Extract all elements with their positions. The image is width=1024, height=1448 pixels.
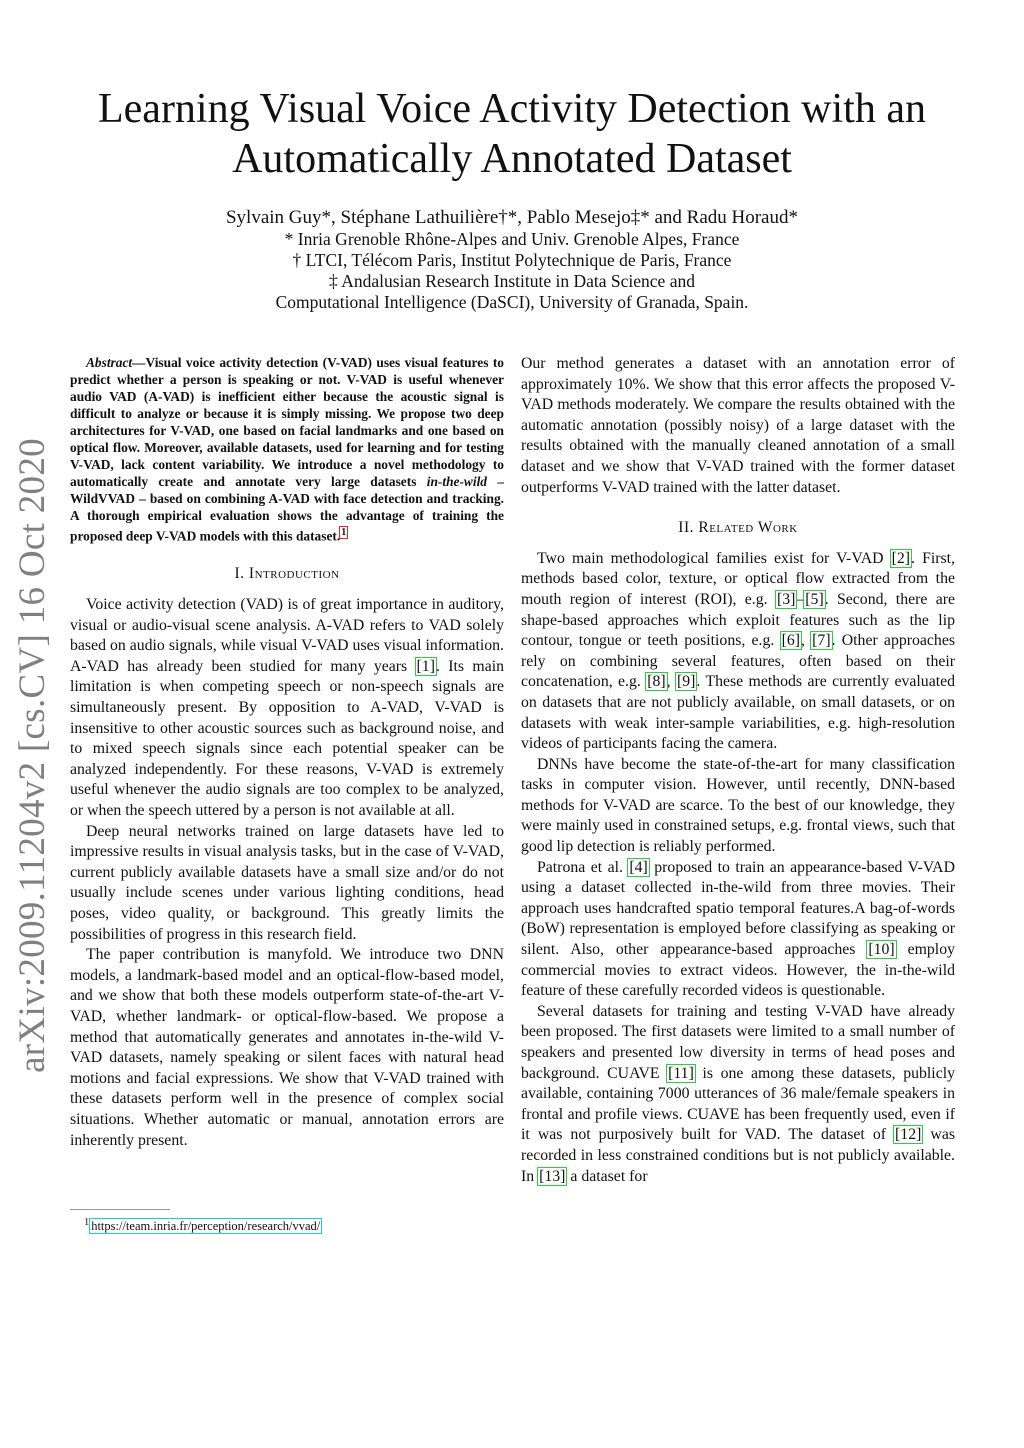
abstract-emph: in-the-wild — [426, 474, 487, 489]
footnote-number: 1 — [84, 1217, 90, 1228]
text-run: is one among these datasets, publicly available, containing 7000 utterances of 36 male/female speakers in frontal and profile views. CUAVE has been frequently used, even if it was not purposively built for VAD. The dataset of — [521, 1064, 955, 1144]
text-run: . Second, there are shape-based approaches which exploit features such as the lip contour, tongue or teeth positions, e.g. — [521, 590, 955, 650]
text-run: . Other approaches rely on combining several features, often based on their concatenation, e.g. — [521, 632, 955, 691]
text-run: Several datasets for training and testing V-VAD have already been proposed. The first datasets were limited to a small number of speakers and presented low diversity in terms of head poses and background. CUAVE — [521, 1002, 955, 1082]
citation-link[interactable]: [5] — [805, 590, 824, 608]
right-column — [521, 354, 955, 1187]
related-paragraph-1 — [521, 549, 955, 755]
citation-link[interactable]: [9] — [676, 673, 696, 691]
affiliation-2: † LTCI, Télécom Paris, Institut Polytechnique de Paris, France — [292, 250, 732, 270]
arxiv-stamp — [8, 437, 56, 1073]
text-run: was recorded in less constrained conditions but is not publicly available. In — [521, 1126, 955, 1185]
text-run: . First, methods based color, texture, or optical flow extracted from the mouth region of interest (ROI), e.g. — [521, 549, 955, 608]
affiliation-1: * Inria Grenoble Rhône-Alpes and Univ. Grenoble Alpes, France — [284, 229, 740, 249]
text-run: . These methods are currently evaluated on datasets that are not publicly available, on small datasets, or on datasets with weak inter-sample variabilities, e.g. high-resolution videos of participants facing the camera. — [521, 673, 956, 753]
citation-link[interactable]: [8] — [647, 673, 666, 691]
section-heading-introduction — [70, 564, 504, 585]
affiliation-3: ‡ Andalusian Research Institute in Data Science and — [329, 271, 695, 291]
related-paragraph-2: DNNs have become the state-of-the-art for many classification tasks in computer vision. However, until recently, DNN-based methods for V-VAD are scarce. To the best of our knowledge, they were mainly used in constrained setups, e.g. frontal views, such that good lip detection is reliably performed. — [521, 755, 955, 856]
citation-link[interactable]: [4] — [629, 858, 648, 876]
section-number: II. — [678, 519, 699, 537]
footnote — [84, 1217, 322, 1234]
citation-link[interactable]: [3] — [776, 590, 796, 608]
intro-paragraph-2: Deep neural networks trained on large datasets have led to impressive results in visual analysis tasks, but in the case of V-VAD, current publicly available datasets have a small size and/or do not usually include scenes under various lighting conditions, head poses, video quality, or background. This greatly limits the possibilities of progress in this research field. — [70, 822, 504, 943]
footnote-marker[interactable]: 1 — [341, 527, 347, 538]
citation-link[interactable]: [7] — [812, 632, 831, 650]
abstract-label: Abstract— — [86, 355, 146, 370]
citation-link[interactable]: [12] — [895, 1126, 922, 1144]
section-heading-related-work — [521, 518, 955, 539]
citation-link[interactable]: [1] — [416, 657, 435, 675]
author-names: Sylvain Guy*, Stéphane Lathuilière†*, Pablo Mesejo‡* and Radu Horaud* — [225, 207, 798, 228]
text-run: . Its main limitation is when competing speech or non-speech signals are simultaneously present. By opposition to A-VAD, V-VAD is insensitive to other acoustic sources such as background noise, and to mixed speech signals since each potential speaker can be analyzed independently. For these reasons, V-VAD is extremely useful whenever the audio signals are too complex to be analyzed, or when the speech uttered by a person is not available at all. — [70, 657, 504, 819]
text-run: Two main methodological families exist for V-VAD — [537, 549, 891, 567]
text-run: , — [800, 632, 812, 650]
text-run: Voice activity detection (VAD) is of great importance in auditory, visual or audio-visual scene analysis. A-VAD refers to VAD solely based on audio signals, while visual V-VAD uses visual information. A-VAD has already been studied for many years — [70, 596, 504, 675]
author-block — [60, 207, 964, 313]
related-paragraph-4 — [521, 1002, 955, 1187]
text-run: employ commercial movies to extract videos. However, the in-the-wild feature of these carefully recorded videos is questionable. — [521, 941, 955, 1000]
citation-link[interactable]: [13] — [539, 1167, 566, 1185]
text-run: proposed to train an appearance-based V-VAD using a dataset collected in-the-wild from three movies. Their approach uses handcrafted spatio temporal features.A bag-of-words (BoW) representation is employed before classifying as speaking or silent. Also, other appearance-based approaches — [521, 858, 955, 959]
text-run: Patrona et al. — [537, 858, 629, 876]
citation-link[interactable]: [6] — [781, 632, 800, 650]
title-line-2: Automatically Annotated Dataset — [232, 136, 792, 182]
section-number: I. — [234, 565, 249, 583]
text-run: a dataset for — [566, 1167, 648, 1185]
title-line-1: Learning Visual Voice Activity Detection with an — [98, 86, 926, 132]
related-paragraph-3 — [521, 858, 955, 1002]
arxiv-stamp-text: arXiv:2009.11204v2 [cs.CV] 16 Oct 2020 — [11, 437, 53, 1073]
intro-paragraph-1 — [70, 595, 504, 822]
citation-link[interactable]: [10] — [868, 941, 895, 959]
text-run: – — [796, 590, 805, 608]
section-title: Introduction — [248, 565, 340, 583]
abstract-text-a: Visual voice activity detection (V-VAD) uses visual features to predict whether a person is speaking or not. V-VAD is useful whenever audio VAD (A-VAD) is inefficient either because the acoustic signal is difficult to analyze or because it is simply missing. We propose two deep architectures for V-VAD, one based on facial landmarks and one based on optical flow. Moreover, available datasets, used for learning and for testing V-VAD, lack content variability. We introduce a novel methodology to automatically create and annotate very large datasets — [70, 355, 504, 489]
paper-title — [60, 84, 964, 184]
citation-link[interactable]: [11] — [668, 1064, 694, 1082]
continued-paragraph: Our method generates a dataset with an annotation error of approximately 10%. We show that this error affects the proposed V-VAD methods moderately. We compare the results obtained with the automatic annotation (possibly noisy) of a large dataset with the results obtained with the manually cleaned annotation of a small dataset and we show that V-VAD trained with the former dataset outperforms V-VAD trained with the latter dataset. — [521, 355, 955, 496]
intro-paragraph-3: The paper contribution is manyfold. We introduce two DNN models, a landmark-based model and an optical-flow-based model, and we show that both these models outperform state-of-the-art V-VAD, whether landmark- or optical-flow-based. We propose a method that automatically generates and annotates in-the-wild V-VAD datasets, namely speaking or silent faces with natural head motions and facial expressions. We show that V-VAD trained with these datasets perform well in the presence of complex social situations. Whether automatic or manual, annotation errors are inherently present. — [70, 946, 504, 1149]
section-title: Related Work — [698, 519, 798, 537]
abstract-text-b: – WildVVAD – based on combining A-VAD with face detection and tracking. A thorough empirical evaluation shows the advantage of training the proposed deep V-VAD models with this dataset. — [70, 474, 504, 544]
citation-link[interactable]: [2] — [891, 549, 911, 567]
left-column — [70, 354, 504, 1151]
abstract — [70, 354, 504, 544]
affiliation-4: Computational Intelligence (DaSCI), University of Granada, Spain. — [275, 292, 749, 312]
text-run: , — [666, 673, 676, 691]
footnote-link[interactable]: https://team.inria.fr/perception/research/vvad/ — [91, 1219, 321, 1234]
footnote-rule — [70, 1209, 170, 1210]
